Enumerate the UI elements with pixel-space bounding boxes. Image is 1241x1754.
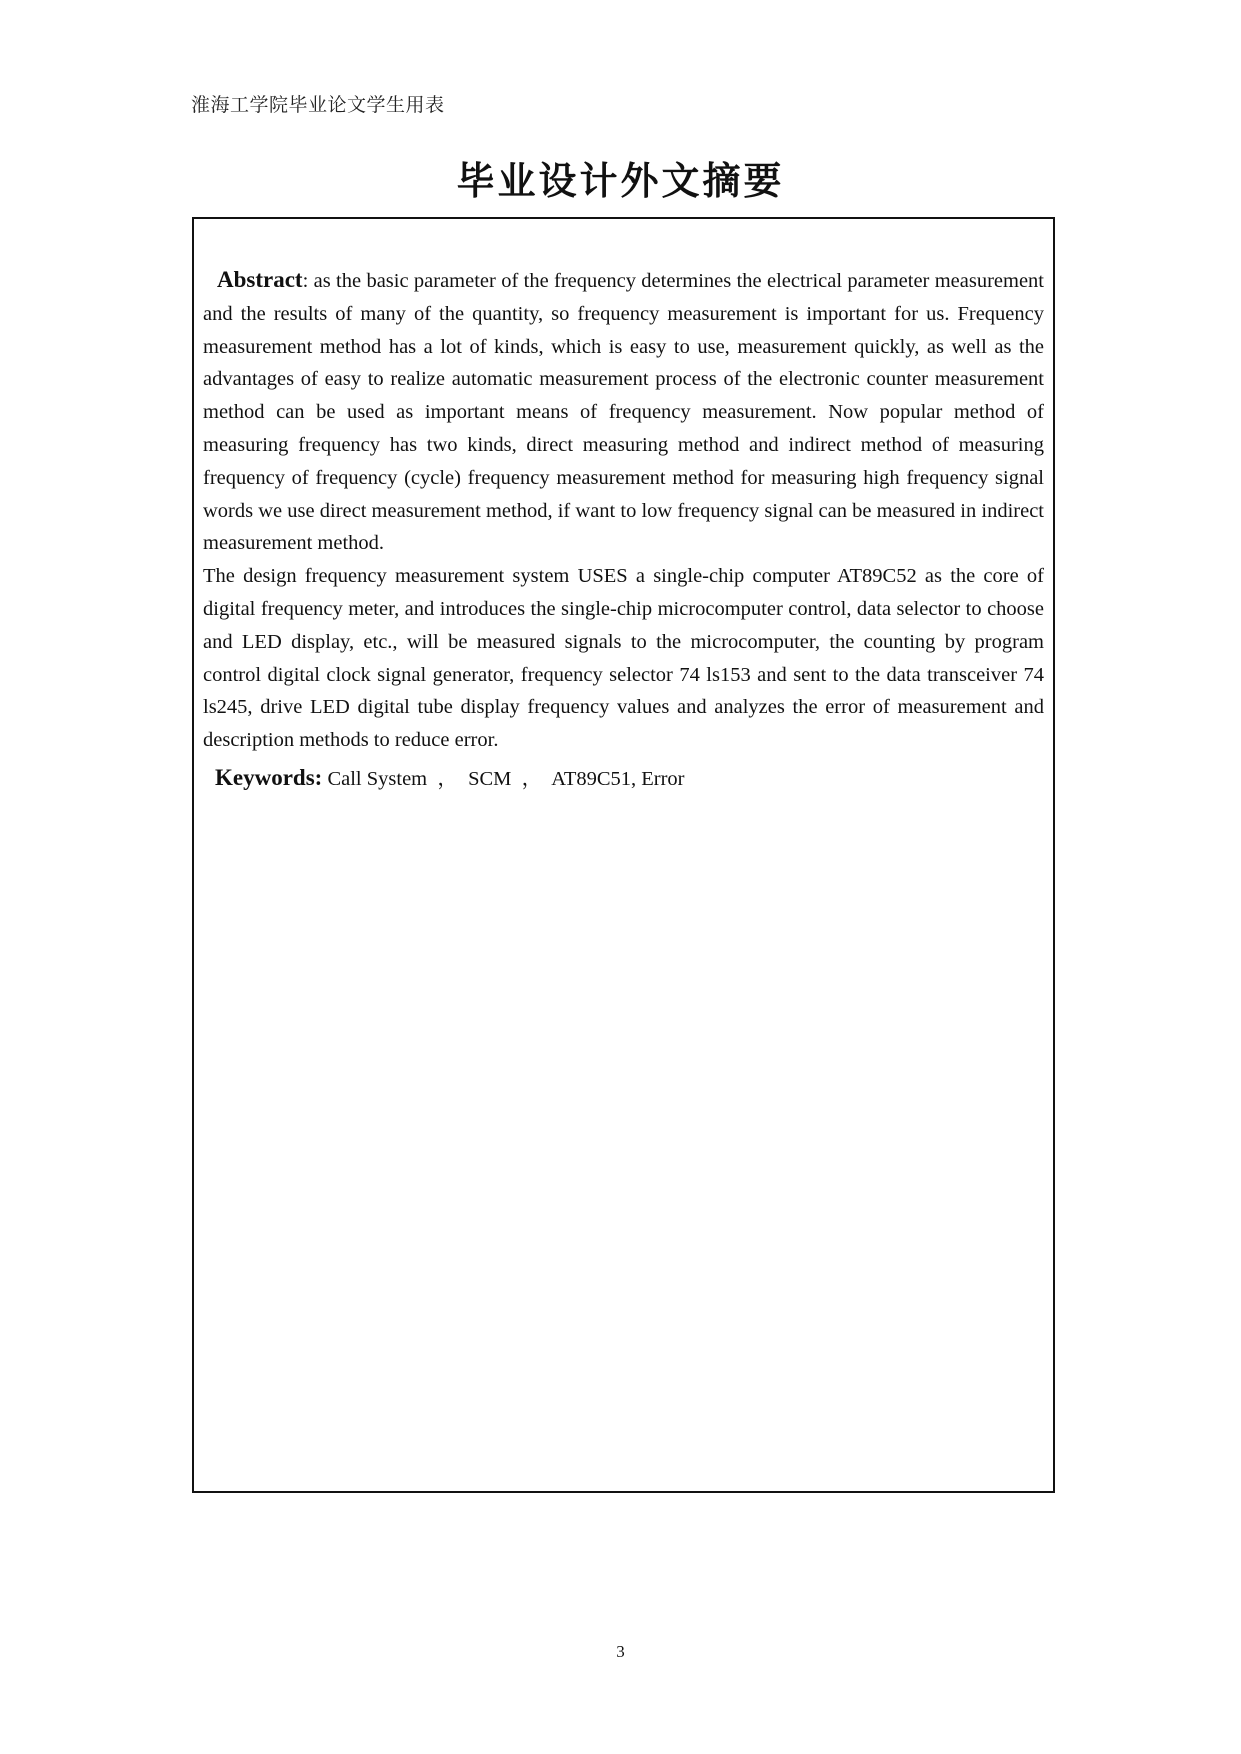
abstract-label: Abstract: [217, 267, 303, 292]
keywords-value: Call System ， SCM ， AT89C51, Error: [322, 767, 685, 790]
abstract-content: [203, 264, 1044, 796]
abstract-paragraph-2: The design frequency measurement system USES a single-chip computer AT89C52 as the core of digital frequency meter, and introduces the single-chip microcomputer control, data selector to choose and LED display, etc., will be measured signals to the microcomputer, the counting by program control digital clock signal generator, frequency selector 74 ls153 and sent to the data transceiver 74 ls245, drive LED digital tube display frequency values and analyzes the error of measurement and description methods to reduce error.: [203, 565, 1044, 752]
page-title: 毕业设计外文摘要: [456, 158, 785, 203]
abstract-paragraph-1: [203, 264, 1044, 560]
page-number: 3: [616, 1642, 625, 1661]
abstract-text-1: : as the basic parameter of the frequency determines the electrical parameter measurement and the results of many of the quantity, so frequency measurement is important for us. Frequency measurement method has a lot of kinds, which is easy to use, measurement quickly, as well as the advantages of easy to realize automatic measurement process of the electronic counter measurement method can be used as important means of frequency measurement. Now popular method of measuring frequency has two kinds, direct measuring method and indirect method of measuring frequency of frequency (cycle) frequency measurement method for measuring high frequency signal words we use direct measurement method, if want to low frequency signal can be measured in indirect measurement method.: [203, 270, 1044, 555]
document-header: 淮海工学院毕业论文学生用表: [191, 95, 445, 116]
keywords-line: [203, 762, 1044, 796]
keywords-label: Keywords:: [215, 764, 323, 790]
